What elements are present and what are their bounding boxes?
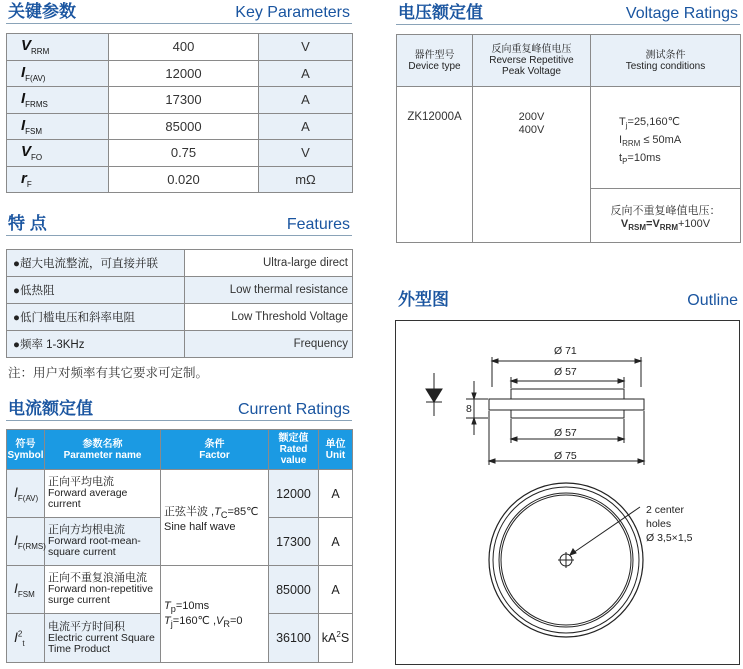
cr-unit-3: $kA^2S$ bbox=[319, 614, 353, 663]
kp-value: 85000 bbox=[109, 113, 259, 140]
feature-zh: ●低热阻 bbox=[7, 277, 185, 304]
cr-unit-1: A bbox=[319, 518, 353, 566]
dim-57-bottom-label: Ø 57 bbox=[554, 427, 577, 439]
outline-drawing bbox=[395, 320, 740, 665]
kp-value: 17300 bbox=[109, 87, 259, 114]
voltage-ratings-title-en: Voltage Ratings bbox=[625, 5, 738, 22]
cr-unit-0: A bbox=[319, 470, 353, 518]
kp-unit: V bbox=[259, 140, 353, 167]
feature-zh: ●低门槛电压和斜率电阻 bbox=[7, 304, 185, 331]
side-bottom-pole bbox=[511, 410, 624, 418]
side-body bbox=[489, 399, 644, 410]
col-unit: 单位 Unit bbox=[319, 430, 353, 470]
feature-row bbox=[7, 331, 353, 358]
diode-triangle-icon bbox=[426, 389, 442, 402]
current-ratings-title-zh: 电流额定值 bbox=[8, 399, 93, 418]
voltage-ratings-header bbox=[396, 3, 740, 25]
kp-unit: V bbox=[259, 34, 353, 61]
feature-row bbox=[7, 250, 353, 277]
cr-value-3: 36100 bbox=[269, 614, 319, 663]
current-ratings-title-en: Current Ratings bbox=[237, 401, 350, 418]
key-parameters-title-zh: 关键参数 bbox=[8, 2, 76, 21]
kp-symbol: $I_{FRMS}$ bbox=[7, 87, 109, 114]
cr-unit-2: A bbox=[319, 566, 353, 614]
outline-header bbox=[396, 290, 740, 312]
cr-sym-0: $I_{F(AV)}$ bbox=[7, 470, 45, 518]
col-device-type: 器件型号 Device type bbox=[397, 35, 473, 87]
cr-sym-1: $I_{F(RMS)}$ bbox=[7, 518, 45, 566]
cr-value-2: 85000 bbox=[269, 566, 319, 614]
col-parameter: 参数名称 Parameter name bbox=[45, 430, 161, 470]
feature-en: Low Threshold Voltage bbox=[185, 304, 353, 331]
vr-device: ZK12000A bbox=[397, 87, 473, 243]
key-parameters-table bbox=[6, 33, 353, 193]
kp-unit: A bbox=[259, 113, 353, 140]
kp-row bbox=[7, 140, 353, 167]
holes-label-2: holes bbox=[646, 518, 672, 530]
kp-row bbox=[7, 60, 353, 87]
kp-unit: mΩ bbox=[259, 166, 353, 193]
col-symbol: 符号 Symbol bbox=[7, 430, 45, 470]
features-title-en: Features bbox=[286, 216, 350, 233]
feature-en: Frequency bbox=[185, 331, 353, 358]
features-header bbox=[6, 214, 352, 236]
features-note: 注：用户对频率有其它要求可定制。 bbox=[8, 366, 209, 380]
kp-symbol: $V_{RRM}$ bbox=[7, 34, 109, 61]
voltage-ratings-title-zh: 电压额定值 bbox=[398, 3, 483, 22]
kp-value: 0.75 bbox=[109, 140, 259, 167]
feature-row bbox=[7, 277, 353, 304]
kp-symbol: $I_{F(AV)}$ bbox=[7, 60, 109, 87]
outline-title-zh: 外型图 bbox=[398, 290, 449, 309]
holes-label-3: Ø 3,5×1,5 bbox=[646, 532, 693, 544]
key-parameters-header bbox=[6, 2, 352, 24]
kp-row bbox=[7, 34, 353, 61]
col-rated: 额定值 Rated value bbox=[269, 430, 319, 470]
col-factor: 条件 Factor bbox=[161, 430, 269, 470]
kp-value: 400 bbox=[109, 34, 259, 61]
dim-8-label: 8 bbox=[466, 403, 472, 415]
cr-param-2: 正向不重复浪涌电流 Forward non-repetitive surge current bbox=[45, 566, 161, 614]
feature-en: Ultra-large direct bbox=[185, 250, 353, 277]
outline-svg bbox=[396, 321, 739, 664]
kp-row bbox=[7, 113, 353, 140]
cr-param-3: 电流平方时间积 Electric current Square Time Product bbox=[45, 614, 161, 663]
cr-sym-2: $I_{FSM}$ bbox=[7, 566, 45, 614]
kp-unit: A bbox=[259, 60, 353, 87]
cr-value-0: 12000 bbox=[269, 470, 319, 518]
cr-sym-3: $I^2_t$ bbox=[7, 614, 45, 663]
holes-label-1: 2 center bbox=[646, 504, 684, 516]
features-table bbox=[6, 249, 353, 358]
dim-71-label: Ø 71 bbox=[554, 345, 577, 357]
current-ratings-table bbox=[6, 429, 353, 663]
cr-param-0: 正向平均电流 Forward average current bbox=[45, 470, 161, 518]
kp-row bbox=[7, 87, 353, 114]
dim-57-top-label: Ø 57 bbox=[554, 366, 577, 378]
cr-value-1: 17300 bbox=[269, 518, 319, 566]
voltage-ratings-table bbox=[396, 34, 741, 243]
kp-value: 0.020 bbox=[109, 166, 259, 193]
col-testing: 测试条件 Testing conditions bbox=[591, 35, 741, 87]
kp-symbol: $r_F$ bbox=[7, 166, 109, 193]
col-peak-voltage: 反向重复峰值电压 Reverse Repetitive Peak Voltage bbox=[473, 35, 591, 87]
vr-nonrep: 反向不重复峰值电压： $V_{RSM}=V_{RRM}+100V$ bbox=[591, 189, 741, 243]
feature-row bbox=[7, 304, 353, 331]
dim-75-label: Ø 75 bbox=[554, 450, 577, 462]
kp-unit: A bbox=[259, 87, 353, 114]
current-ratings-header bbox=[6, 399, 352, 421]
kp-row bbox=[7, 166, 353, 193]
key-parameters-title-en: Key Parameters bbox=[235, 4, 350, 21]
outline-title-en: Outline bbox=[687, 292, 738, 309]
cr-factor-2: $T_p=10ms$ $T_j=160℃$ $,V_R=0$ bbox=[161, 566, 269, 663]
features-title-zh: 特 点 bbox=[8, 214, 47, 233]
vr-voltages: 200V 400V bbox=[473, 87, 591, 243]
feature-zh: ●超大电流整流，可直接并联 bbox=[7, 250, 185, 277]
cr-param-1: 正向方均根电流 Forward root-mean-square current bbox=[45, 518, 161, 566]
kp-value: 12000 bbox=[109, 60, 259, 87]
kp-symbol: $V_{FO}$ bbox=[7, 140, 109, 167]
feature-en: Low thermal resistance bbox=[185, 277, 353, 304]
kp-symbol: $I_{FSM}$ bbox=[7, 113, 109, 140]
cr-factor-1: 正弦半波 $,T_C=85℃$ Sine half wave bbox=[161, 470, 269, 566]
feature-zh: ●频率 1-3KHz bbox=[7, 331, 185, 358]
vr-tests: $T_j=25,160℃$ $I_{RRM} \le 50mA$ $t_P=10ms$ bbox=[591, 87, 741, 189]
side-top-pole bbox=[511, 389, 624, 399]
